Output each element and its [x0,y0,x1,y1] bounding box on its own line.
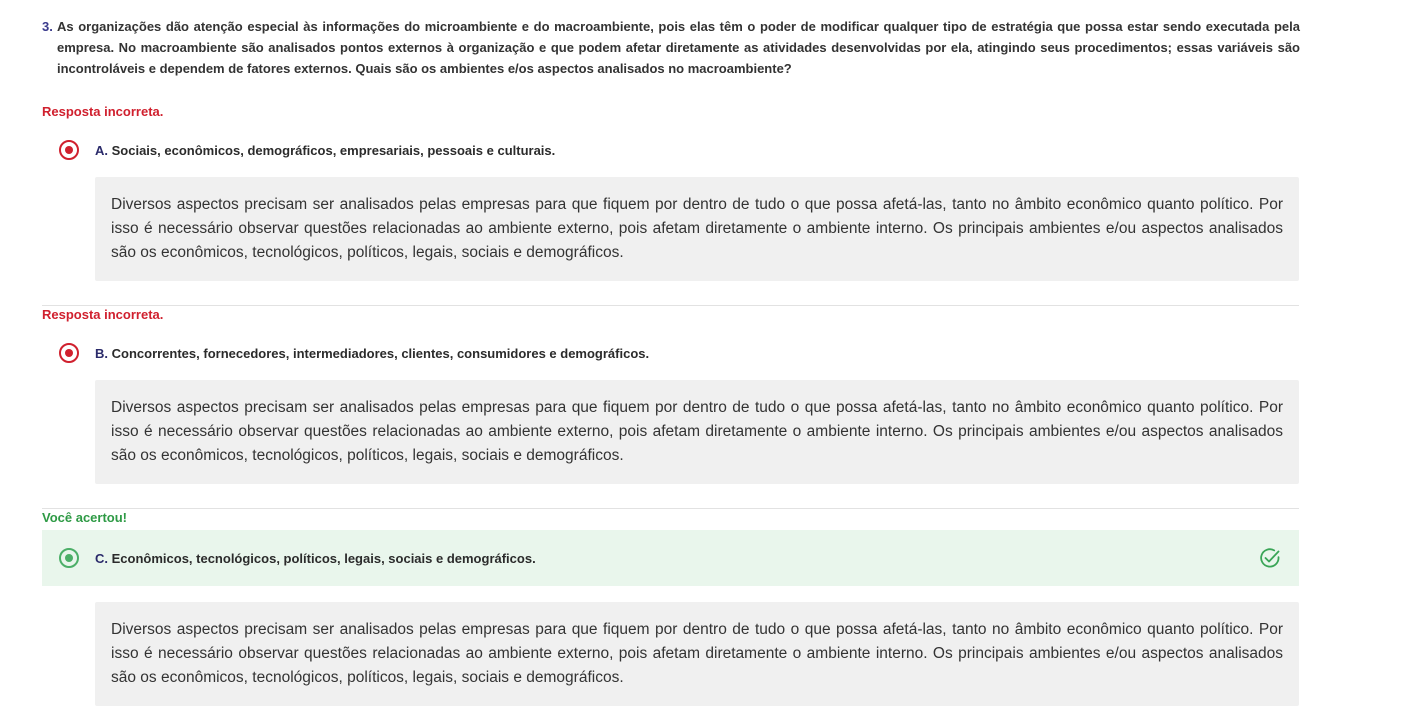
check-circle-icon [1259,547,1281,569]
status-correct-c: Você acertou! [42,510,128,525]
option-a[interactable] [42,122,1299,178]
radio-selected-icon[interactable] [59,343,79,363]
feedback-c: Diversos aspectos precisam ser analisados pelas empresas para que fiquem por dentro de tudo o que possa afetá-las, tanto no âmbito econômico quanto político. Por isso é necessário observar questões relacionadas ao ambiente externo, pois afetam diretamente o ambiente interno. Os principais ambientes e/ou aspectos analisados são os econômicos, tecnológicos, políticos, legais, sociais e demográficos. [95,602,1299,706]
divider [42,305,1299,306]
status-incorrect-b: Resposta incorreta. [42,307,164,322]
option-c[interactable] [42,530,1299,586]
option-a-label: A. Sociais, econômicos, demográficos, empresariais, pessoais e culturais. [95,142,556,158]
question-body: As organizações dão atenção especial às informações do microambiente e do macroambiente, pois elas têm o poder de modificar qualquer tipo de estratégia que possa estar sendo executada pela empresa. No macroambiente são analisados pontos externos à organização e que podem afetar diretamente as atividades desenvolvidas por ela, atingindo seus procedimentos; essas variáveis são incontroláveis e dependem de fatores externos. Quais são os ambientes e/os aspectos analisados no macroambiente? [56,19,1300,76]
option-b-label: B. Concorrentes, fornecedores, intermediadores, clientes, consumidores e demográficos. [95,345,650,361]
status-incorrect-a: Resposta incorreta. [42,104,164,119]
feedback-b: Diversos aspectos precisam ser analisados pelas empresas para que fiquem por dentro de tudo o que possa afetá-las, tanto no âmbito econômico quanto político. Por isso é necessário observar questões relacionadas ao ambiente externo, pois afetam diretamente o ambiente interno. Os principais ambientes e/ou aspectos analisados são os econômicos, tecnológicos, políticos, legais, sociais e demográficos. [95,380,1299,484]
option-b[interactable] [42,325,1299,381]
question-text-block [42,16,1300,79]
divider [42,508,1299,509]
radio-selected-icon[interactable] [59,548,79,568]
option-c-label: C. Econômicos, tecnológicos, políticos, legais, sociais e demográficos. [95,550,536,566]
question-number: 3. [42,19,53,34]
feedback-a: Diversos aspectos precisam ser analisados pelas empresas para que fiquem por dentro de tudo o que possa afetá-las, tanto no âmbito econômico quanto político. Por isso é necessário observar questões relacionadas ao ambiente externo, pois afetam diretamente o ambiente interno. Os principais ambientes e/ou aspectos analisados são os econômicos, tecnológicos, políticos, legais, sociais e demográficos. [95,177,1299,281]
radio-selected-icon[interactable] [59,140,79,160]
